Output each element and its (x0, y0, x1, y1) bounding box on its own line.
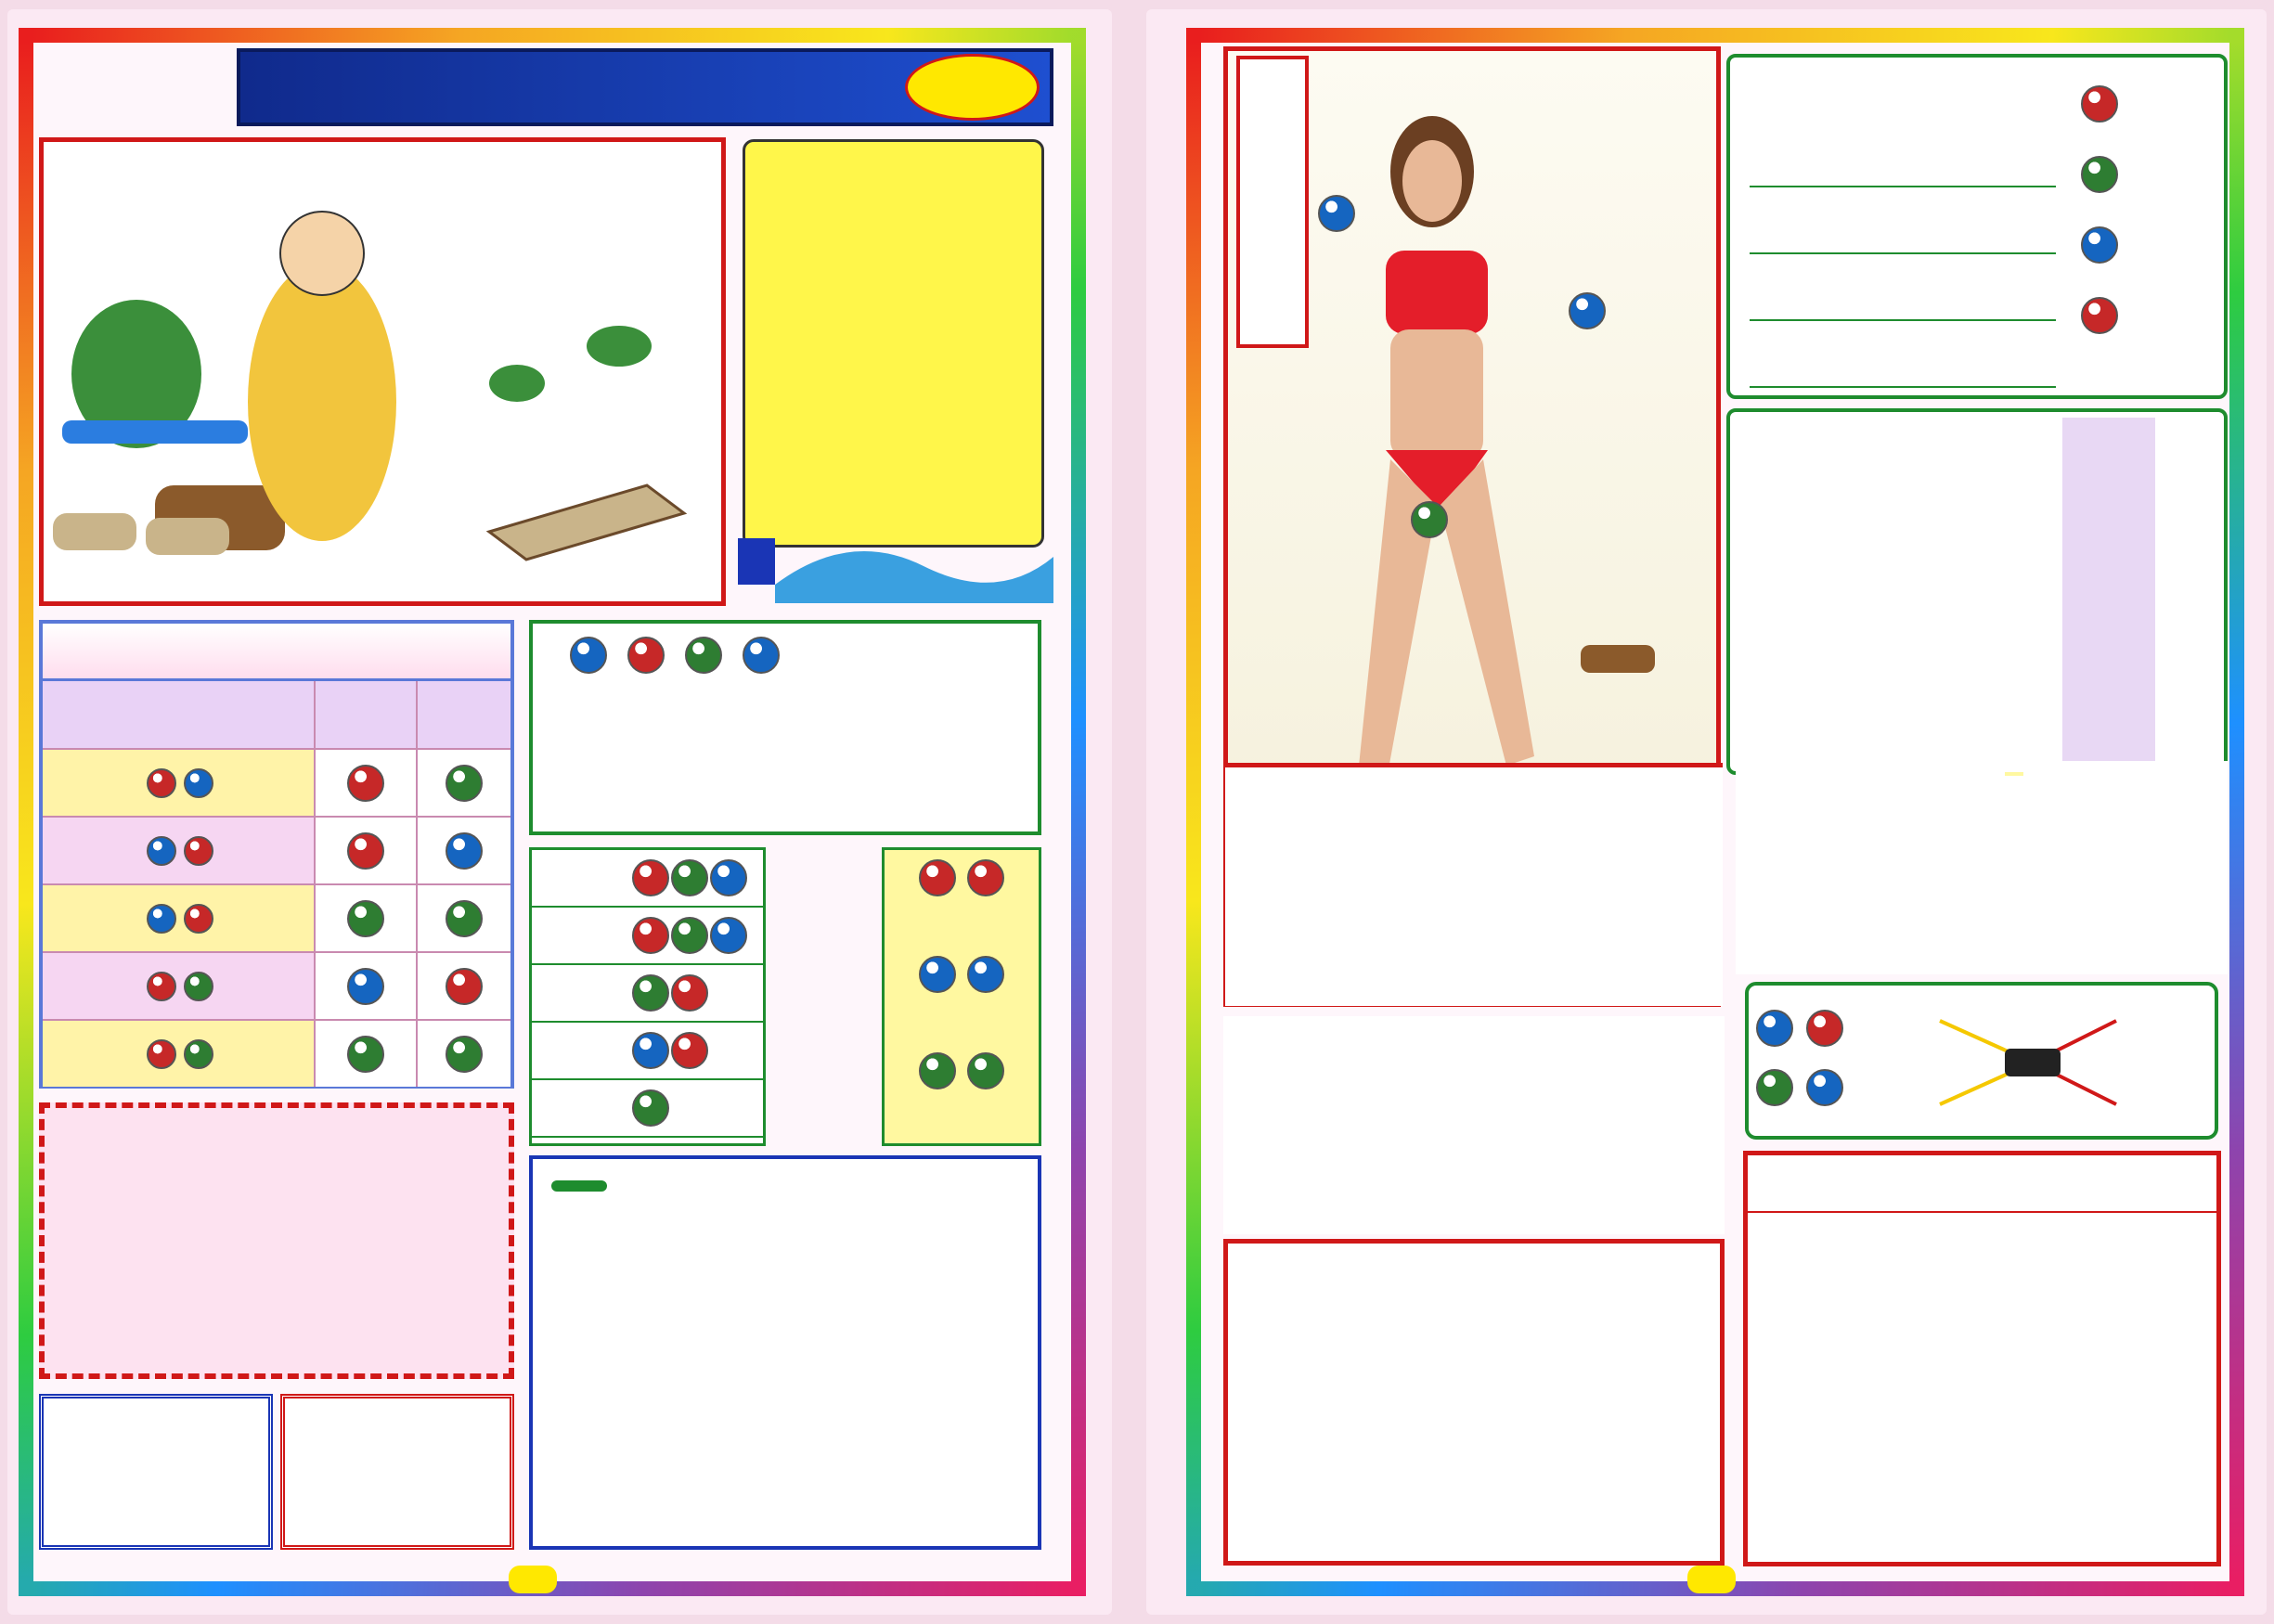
cold-cell (416, 885, 510, 951)
shensuan-ball (2081, 226, 2118, 264)
buy-size-box (39, 1394, 273, 1550)
xinyu-panel (1225, 763, 1723, 1006)
wave-ball (967, 1052, 1004, 1089)
cold-cell (416, 750, 510, 816)
hot-ball (347, 968, 384, 1005)
wave-decoration (738, 529, 1053, 603)
tm-ball (1806, 1010, 1843, 1047)
buy-odd-even-box (280, 1394, 514, 1550)
illustration-box (39, 137, 726, 606)
code-ball (632, 1032, 669, 1069)
luck-row (59, 1205, 494, 1245)
wave-ball (919, 1052, 956, 1089)
meng-panel (1223, 1016, 1725, 1234)
joke-tag (551, 1180, 607, 1192)
shensuan-ball (2081, 156, 2118, 193)
code-ball (632, 1089, 669, 1127)
trend-range (43, 1021, 314, 1087)
range-to-ball (184, 904, 213, 934)
history-header (2084, 1155, 2139, 1211)
history-header (1972, 1155, 2028, 1211)
code-row (532, 1023, 763, 1080)
codes-panel (529, 847, 766, 1146)
tm-ball (1756, 1069, 1793, 1106)
shensuan-line (1750, 187, 2056, 254)
dianma-label-box (1236, 56, 1309, 348)
wave-group (885, 1043, 1039, 1140)
range-to-ball (184, 1039, 213, 1069)
hot-ball (347, 900, 384, 937)
luck-row (59, 1164, 494, 1205)
tm-arrows (1921, 1007, 2135, 1118)
wave-ball (967, 956, 1004, 993)
dachi-dish (2005, 772, 2023, 776)
hot-cell (314, 885, 416, 951)
cold-cell (416, 1021, 510, 1087)
trend-row (43, 816, 510, 883)
code-row (532, 908, 763, 965)
code-row (532, 1080, 763, 1138)
shensuan-line (1750, 254, 2056, 321)
poem-panel (770, 847, 872, 1146)
range-from-ball (147, 1039, 176, 1069)
luck-row (59, 1123, 494, 1164)
trend-title (43, 624, 510, 681)
luck-row (59, 1245, 494, 1286)
issue-badge (905, 54, 1040, 121)
bisheng-animals (2062, 418, 2155, 766)
trend-header-hot (314, 681, 416, 748)
history-header (1861, 1155, 1917, 1211)
dachi-panel (1736, 761, 2228, 974)
range-from-ball (147, 768, 176, 798)
dianma-ball-2 (1569, 292, 1606, 329)
trend-panel (39, 620, 514, 1089)
shensuan-line (1750, 121, 2056, 187)
page-number-right (1687, 1566, 1736, 1593)
hot-ball (347, 832, 384, 870)
trend-range (43, 953, 314, 1019)
special-ball (570, 637, 607, 674)
joke-panel (529, 1155, 1041, 1550)
range-from-ball (147, 904, 176, 934)
trend-row (43, 1019, 510, 1087)
code-ball (632, 859, 669, 896)
trend-header-type (43, 681, 314, 748)
hot-cell (314, 750, 416, 816)
shensuan-line (1750, 321, 2056, 388)
range-to-ball (184, 972, 213, 1001)
history-header (2028, 1155, 2084, 1211)
wave-group (885, 947, 1039, 1043)
range-to-ball (184, 836, 213, 866)
code-row (532, 850, 763, 908)
code-ball (671, 859, 708, 896)
hot-cell (314, 818, 416, 883)
hot-ball (347, 1036, 384, 1073)
range-to-ball (184, 768, 213, 798)
wave-ball (919, 859, 956, 896)
code-ball (671, 917, 708, 954)
luck-row (59, 1286, 494, 1327)
code-ball (671, 1032, 708, 1069)
trend-range (43, 818, 314, 883)
wave-ball (919, 956, 956, 993)
hot-ball (347, 765, 384, 802)
scroll-box (743, 139, 1044, 548)
code-ball (632, 917, 669, 954)
code-ball (671, 974, 708, 1012)
dianma-ball-1 (1318, 195, 1355, 232)
wave-ball (967, 859, 1004, 896)
special-ball (685, 637, 722, 674)
dianma-ball-3 (1411, 501, 1448, 538)
shensuan-ball (2081, 85, 2118, 122)
code-row (532, 965, 763, 1023)
cold-ball (446, 832, 483, 870)
code-ball (710, 917, 747, 954)
cold-ball (446, 900, 483, 937)
range-from-ball (147, 836, 176, 866)
touma-panel (529, 620, 1041, 835)
luck-panel (39, 1102, 514, 1379)
cold-ball (446, 765, 483, 802)
wave-group (885, 850, 1039, 947)
tm-ball (1756, 1010, 1793, 1047)
trend-range (43, 750, 314, 816)
history-header (1805, 1155, 1861, 1211)
trend-row (43, 951, 510, 1019)
code-ball (632, 974, 669, 1012)
special-ball (743, 637, 780, 674)
cold-cell (416, 818, 510, 883)
range-from-ball (147, 972, 176, 1001)
history-panel (1743, 1151, 2221, 1566)
trend-range (43, 885, 314, 951)
cold-ball (446, 968, 483, 1005)
special-ball (627, 637, 665, 674)
code-ball (710, 859, 747, 896)
tm-ball (1806, 1069, 1843, 1106)
waves-panel (882, 847, 1041, 1146)
trend-header-cold (416, 681, 510, 748)
trend-row (43, 748, 510, 816)
trend-row (43, 883, 510, 951)
history-header (1917, 1155, 1972, 1211)
cold-cell (416, 953, 510, 1019)
woman-illustration (44, 142, 721, 601)
cold-ball (446, 1036, 483, 1073)
page-number-left (509, 1566, 557, 1593)
shensuan-ball (2081, 297, 2118, 334)
hot-cell (314, 953, 416, 1019)
hot-cell (314, 1021, 416, 1087)
